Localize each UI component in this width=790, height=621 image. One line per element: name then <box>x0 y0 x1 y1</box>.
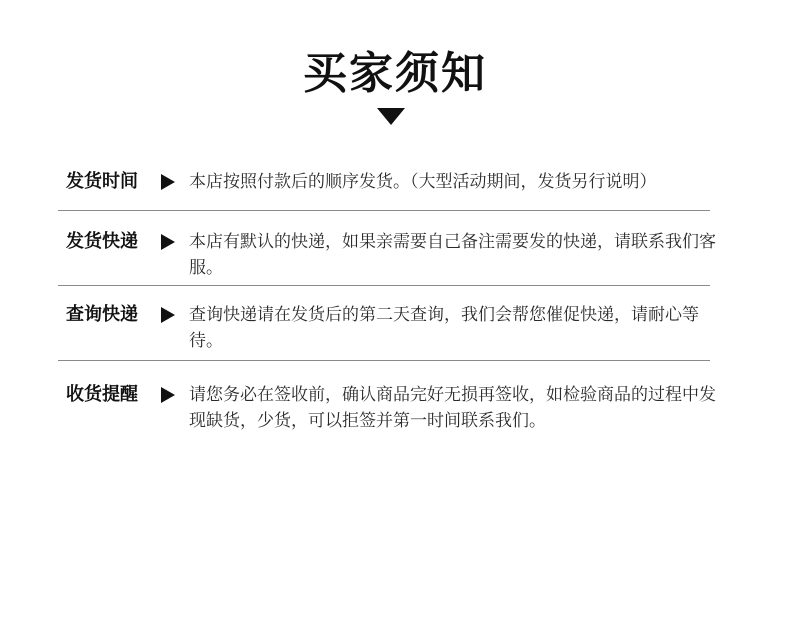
notice-label: 发货快递 <box>66 231 138 252</box>
down-arrow-icon <box>377 108 405 125</box>
divider <box>58 285 710 286</box>
page-title: 买家须知 <box>303 48 487 99</box>
play-arrow-icon <box>161 307 175 323</box>
play-arrow-icon <box>161 174 175 190</box>
notice-label: 查询快递 <box>66 304 138 325</box>
notice-label: 收货提醒 <box>66 384 138 405</box>
notice-label: 发货时间 <box>66 171 138 192</box>
play-arrow-icon <box>161 234 175 250</box>
play-arrow-icon <box>161 387 175 403</box>
notice-text: 本店有默认的快递，如果亲需要自己备注需要发的快递，请联系我们客服。 <box>189 232 716 278</box>
notice-text: 请您务必在签收前，确认商品完好无损再签收，如检验商品的过程中发现缺货，少货，可以拒签并第一时间联系我们。 <box>189 385 716 431</box>
divider <box>58 210 710 211</box>
divider <box>58 360 710 361</box>
notice-text: 查询快递请在发货后的第二天查询，我们会帮您催促快递，请耐心等待。 <box>189 305 699 351</box>
notice-text: 本店按照付款后的顺序发货。（大型活动期间，发货另行说明） <box>189 172 657 192</box>
